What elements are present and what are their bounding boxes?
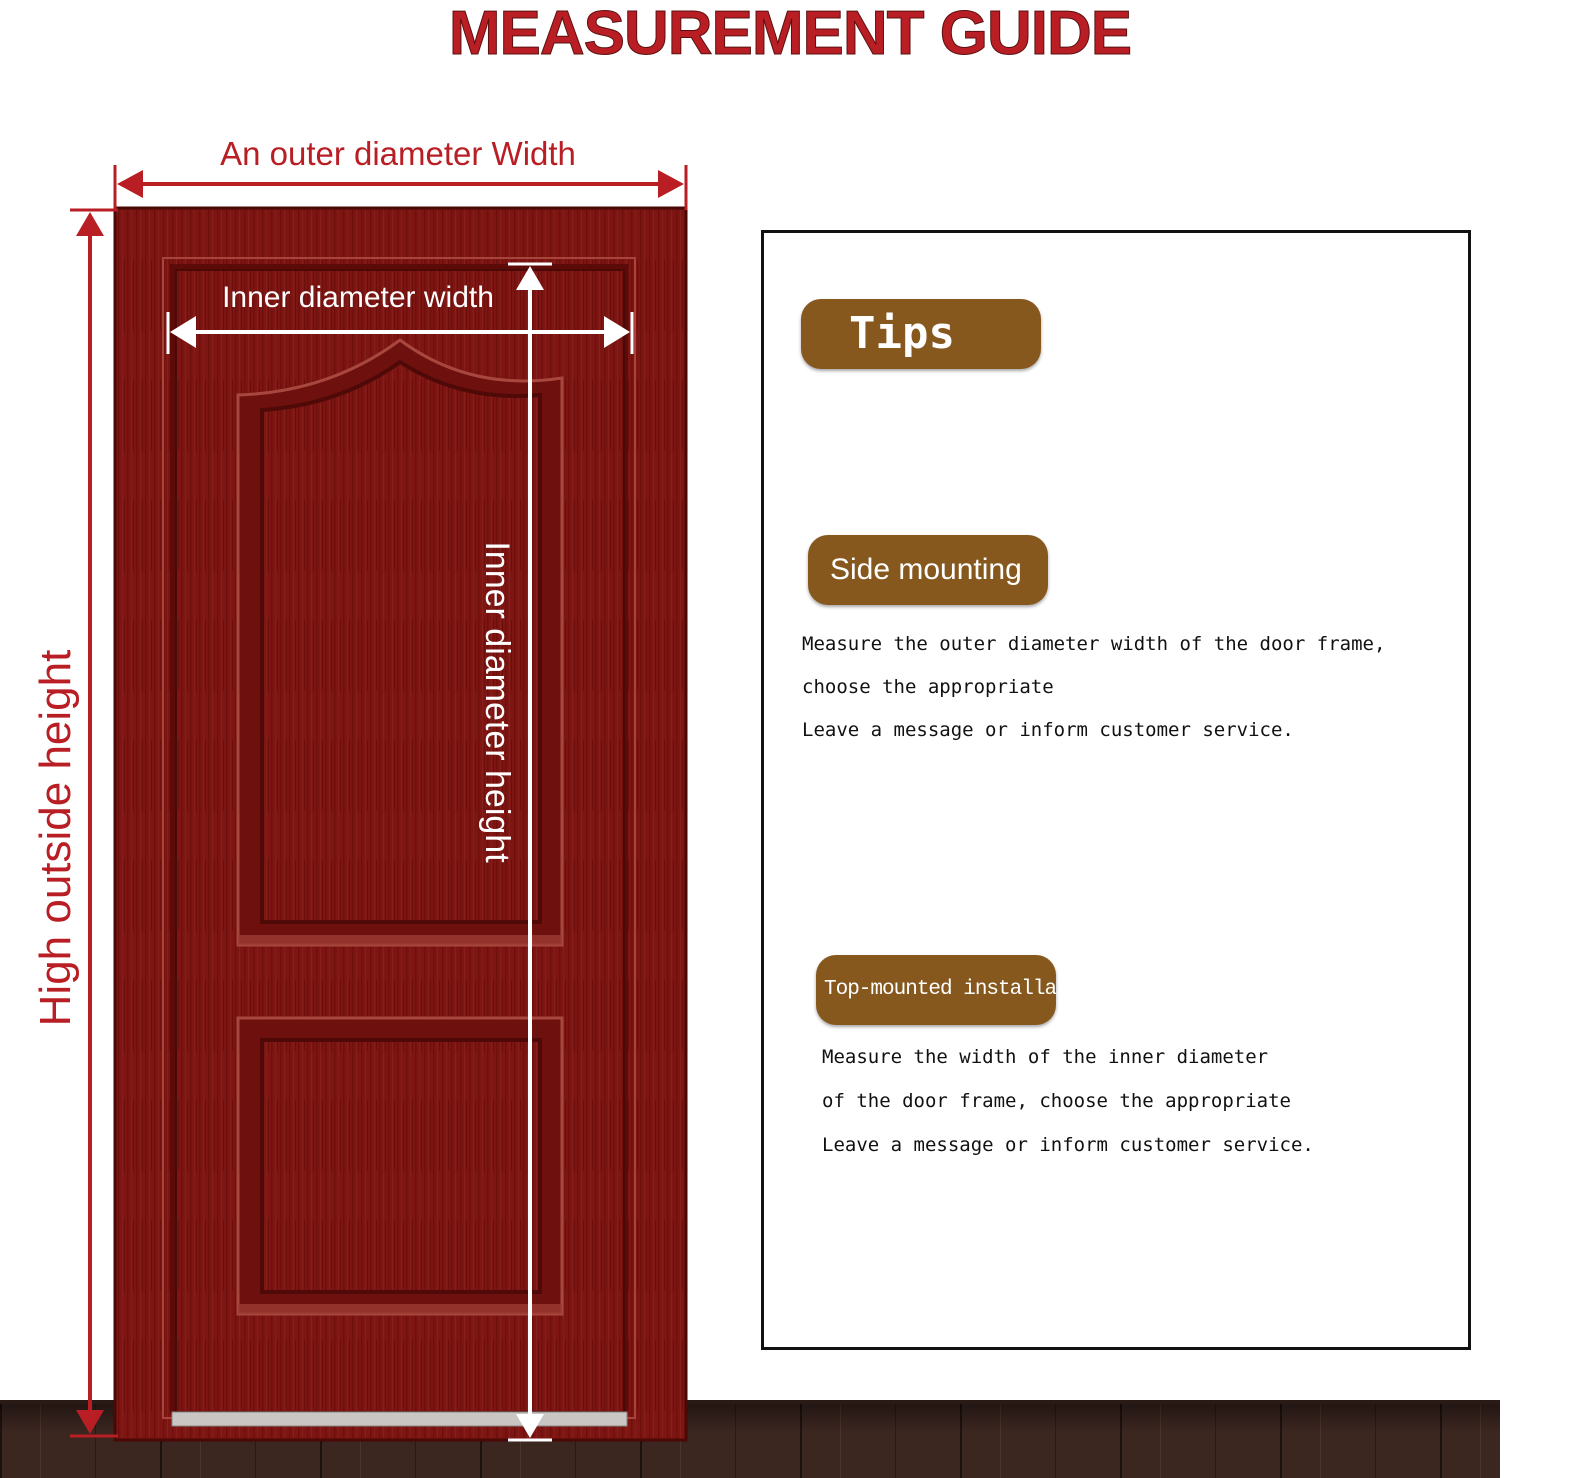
inner-height-label: Inner diameter height [478,541,516,863]
tips-panel [761,230,1471,1350]
outer-height-label: High outside height [31,649,80,1027]
side-mounting-badge: Side mounting [808,535,1048,605]
note-line: Leave a message or inform customer service. [822,1134,1314,1156]
outer-width-label: An outer diameter Width [220,135,576,172]
note-line: Measure the width of the inner diameter [822,1046,1269,1068]
note-line: Leave a message or inform customer service. [802,719,1294,741]
tips-heading: Tips [801,299,1041,369]
door-leaf [172,270,627,1426]
top-mounted-badge: Top-mounted installation [816,955,1056,1025]
side-mounting-note [802,623,1385,752]
inner-width-label: Inner diameter width [222,281,494,314]
note-line: of the door frame, choose the appropriate [822,1090,1291,1112]
note-line: Measure the outer diameter width of the door frame, [802,633,1386,655]
note-line: choose the appropriate [802,676,1054,698]
page-title: MEASUREMENT GUIDE [448,0,1132,68]
top-mounted-note [822,1035,1314,1167]
